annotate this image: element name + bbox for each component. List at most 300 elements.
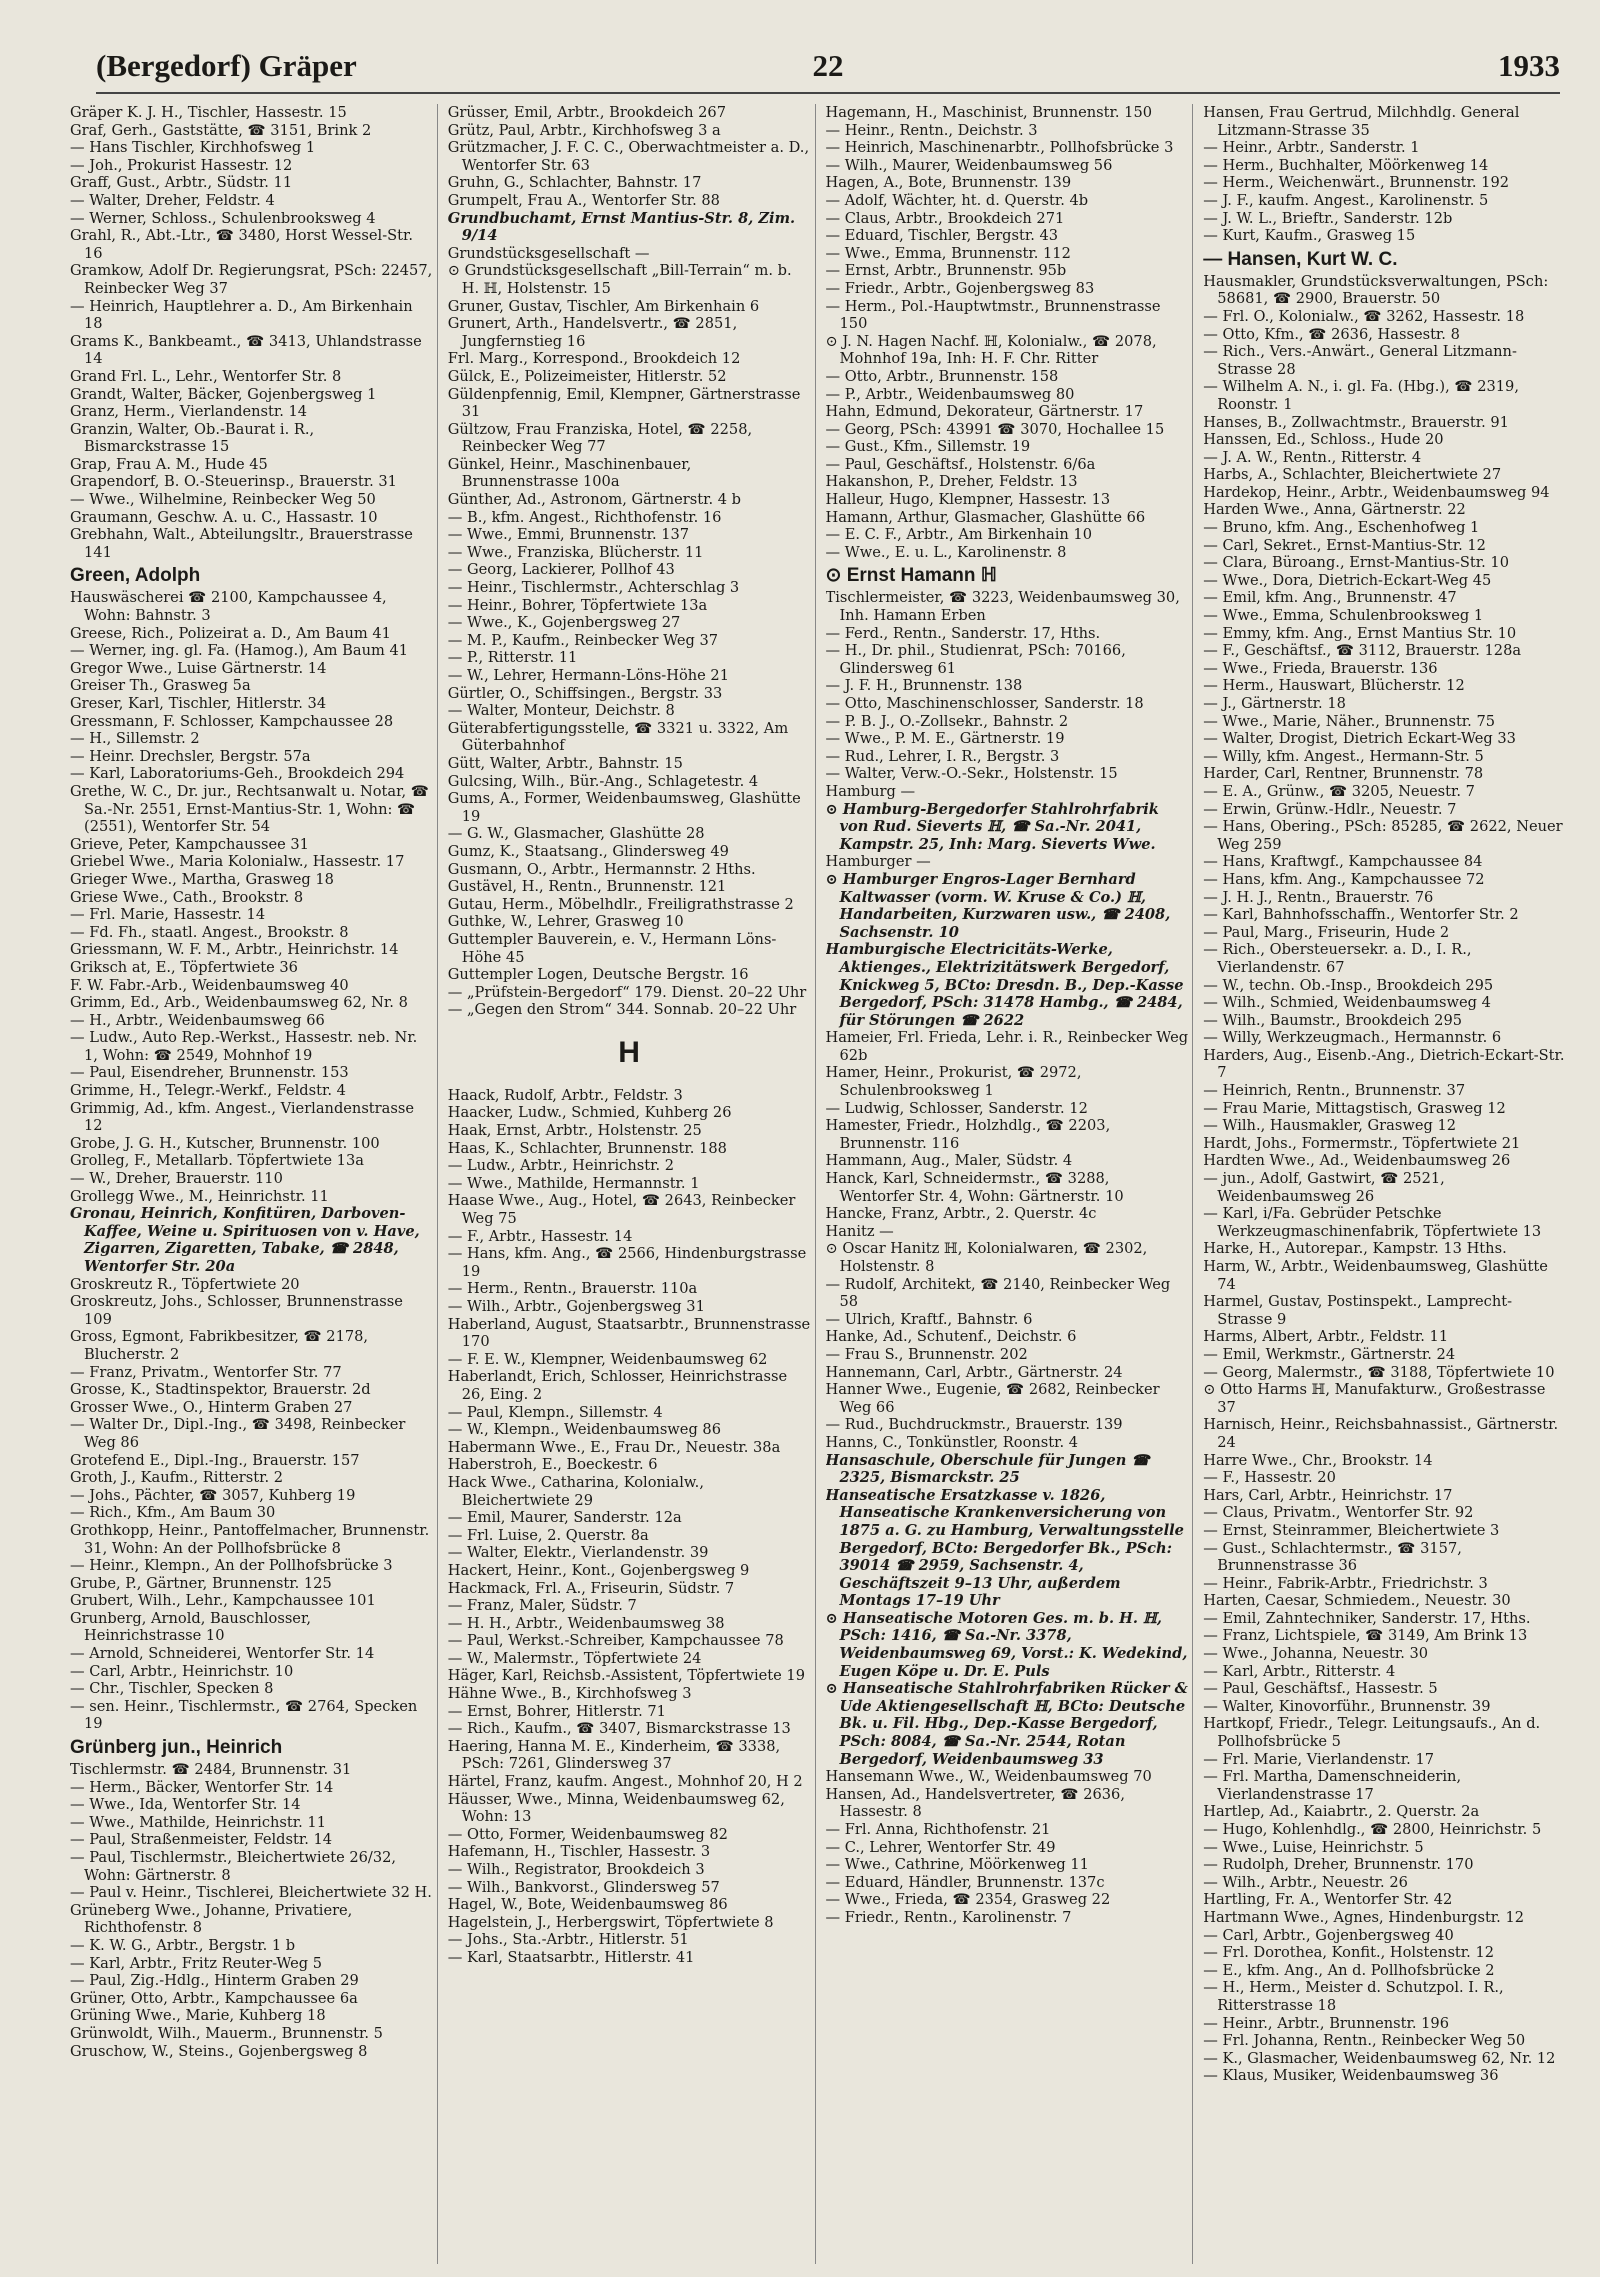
directory-entry: Harmel, Gustav, Postinspekt., Lamprecht-Strasse 9	[1203, 1293, 1513, 1328]
directory-entry: Gruhn, G., Schlachter, Bahnstr. 17	[447, 174, 702, 192]
directory-entry: Haberstroh, E., Boeckestr. 6	[447, 1456, 658, 1474]
directory-entry: ⊙ Grundstücksgesellschaft „Bill-Terrain“ m. b. H. ℍ, Holstenstr. 15	[447, 262, 792, 297]
directory-entry: — Walter, Kinovorführ., Brunnenstr. 39	[1203, 1697, 1491, 1715]
directory-entry: Häger, Karl, Reichsb.-Assistent, Töpfertwiete 19	[447, 1667, 805, 1685]
directory-entry: Hackert, Heinr., Kont., Gojenbergsweg 9	[447, 1561, 750, 1579]
directory-entry: Haak, Ernst, Arbtr., Holstenstr. 25	[447, 1122, 702, 1140]
directory-entry: — J. H. J., Rentn., Brauerstr. 76	[1203, 888, 1434, 906]
directory-entry: — W., Dreher, Brauerstr. 110	[70, 1170, 283, 1188]
directory-entry: — Heinrich, Hauptlehrer a. D., Am Birkenhain 18	[70, 297, 413, 333]
directory-entry: Hack Wwe., Catharina, Kolonialw., Bleichertwiete 29	[447, 1473, 704, 1509]
directory-entry: Gusmann, O., Arbtr., Hermannstr. 2 Hths.	[447, 860, 756, 878]
directory-entry: Harden Wwe., Anna, Gärtnerstr. 22	[1203, 501, 1466, 519]
directory-entry: Hannemann, Carl, Arbtr., Gärtnerstr. 24	[825, 1363, 1123, 1381]
directory-entry: Hansemann Wwe., W., Weidenbaumsweg 70	[825, 1768, 1152, 1786]
directory-entry: Hackmack, Frl. A., Friseurin, Südstr. 7	[447, 1579, 735, 1597]
directory-entry: Grunert, Arth., Handelsvertr., ☎ 2851, Jungfernstieg 16	[447, 315, 738, 350]
directory-entry: Grüsser, Emil, Arbtr., Brookdeich 267	[447, 104, 726, 121]
directory-entry: — Johs., Sta.-Arbtr., Hitlerstr. 51	[447, 1931, 689, 1949]
directory-entry: — Paul, Werkst.-Schreiber, Kampchaussee 78	[447, 1632, 784, 1650]
directory-entry: Gräper K. J. H., Tischler, Hassestr. 15	[70, 104, 347, 121]
directory-entry: — Ernst, Arbtr., Brunnenstr. 95b	[825, 262, 1067, 280]
directory-entry: Grimm, Ed., Arb., Weidenbaumsweg 62, Nr. 8	[70, 994, 408, 1012]
directory-entry: Gramkow, Adolf Dr. Regierungsrat, PSch: 22457, Reinbecker Weg 37	[70, 262, 433, 297]
directory-entry: — Otto, Arbtr., Brunnenstr. 158	[825, 367, 1059, 385]
directory-entry: Griese Wwe., Cath., Brookstr. 8	[70, 888, 304, 906]
column-3	[826, 104, 1194, 2264]
directory-entry: Frl. Marg., Korrespond., Brookdeich 12	[447, 350, 741, 368]
directory-entry: — Wwe., Wilhelmine, Reinbecker Weg 50	[70, 491, 376, 509]
directory-entry: Gressmann, F. Schlosser, Kampchaussee 28	[70, 712, 394, 730]
directory-entry: Guttempler Logen, Deutsche Bergstr. 16	[447, 966, 749, 984]
directory-entry: ⊙ Hamburg-Bergedorfer Stahlrohrfabrik von Rud. Sieverts ℍ, ☎ Sa.-Nr. 2041, Kampstr. 25, Inh: Marg. Sieverts Wwe.	[825, 800, 1159, 853]
directory-entry: — J. A. W., Rentn., Ritterstr. 4	[1203, 448, 1422, 466]
directory-entry: — Wwe., Frieda, ☎ 2354, Grasweg 22	[825, 1891, 1111, 1909]
directory-entry: Harder, Carl, Rentner, Brunnenstr. 78	[1203, 765, 1484, 783]
directory-entry: — Paul, Straßenmeister, Feldstr. 14	[70, 1831, 333, 1849]
directory-entry: Haacker, Ludw., Schmied, Kuhberg 26	[447, 1104, 732, 1122]
directory-entry: — Wwe., Marie, Näher., Brunnenstr. 75	[1203, 712, 1496, 730]
directory-entry: — Eduard, Tischler, Bergstr. 43	[825, 227, 1059, 245]
directory-entry: — Wwe., K., Gojenbergsweg 27	[447, 614, 681, 632]
directory-entry: Hanner Wwe., Eugenie, ☎ 2682, Reinbecker Weg 66	[825, 1381, 1160, 1416]
directory-entry: — Wwe., Cathrine, Möörkenweg 11	[825, 1856, 1089, 1874]
directory-entry: Gültzow, Frau Franziska, Hotel, ☎ 2258, Reinbecker Weg 77	[447, 420, 753, 456]
directory-entry: — C., Lehrer, Wentorfer Str. 49	[825, 1838, 1056, 1856]
column-1	[70, 104, 438, 2264]
directory-entry: — H., Herm., Meister d. Schutzpol. I. R., Ritterstrasse 18	[1203, 1979, 1504, 2014]
directory-entry: Harnisch, Heinr., Reichsbahnassist., Gärtnerstr. 24	[1203, 1416, 1559, 1451]
directory-entry: Haas, K., Schlachter, Brunnenstr. 188	[447, 1139, 727, 1157]
directory-entry: Hakanshon, P., Dreher, Feldstr. 13	[825, 473, 1078, 491]
directory-entry: Greiser Th., Grasweg 5a	[70, 677, 251, 695]
directory-entry: Grube, P., Gärtner, Brunnenstr. 125	[70, 1574, 332, 1592]
directory-entry: Graumann, Geschw. A. u. C., Hassastr. 10	[70, 508, 378, 526]
directory-entry: — Heinr., Fabrik-Arbtr., Friedrichstr. 3	[1203, 1574, 1488, 1592]
directory-entry: Graf, Gerh., Gaststätte, ☎ 3151, Brink 2	[70, 121, 372, 139]
directory-entry: ⊙ Hanseatische Stahlrohrfabriken Rücker & Ude Aktiengesellschaft ℍ, BCto: Deutsche Bk. u. Fil. Hbg., Dep.-Kasse Bergedorf, PSch: 8084, ☎ Sa.-Nr. 2544, Rotan Bergedorf, Weidenbaumsweg 33	[825, 1680, 1188, 1768]
directory-entry: — Ernst, Steinrammer, Bleichertwiete 3	[1203, 1521, 1500, 1539]
directory-entry: — Bruno, kfm. Ang., Eschenhofweg 1	[1203, 519, 1480, 537]
directory-entry: Hanssen, Ed., Schloss., Hude 20	[1203, 431, 1444, 449]
directory-entry: Hanses, B., Zollwachtmstr., Brauerstr. 91	[1203, 413, 1509, 431]
directory-entry: Grapendorf, B. O.-Steuerinsp., Brauerstr. 31	[70, 473, 397, 491]
directory-entry: Guttempler Bauverein, e. V., Hermann Löns-Höhe 45	[447, 930, 777, 966]
directory-entry: Griessmann, W. F. M., Arbtr., Heinrichstr. 14	[70, 941, 399, 959]
directory-entry: — K. W. G., Arbtr., Bergstr. 1 b	[70, 1936, 296, 1954]
directory-entry: — Paul, Eisendreher, Brunnenstr. 153	[70, 1064, 349, 1082]
directory-entry: — Paul, Klempn., Sillemstr. 4	[447, 1403, 663, 1421]
directory-entry: — Wilh., Schmied, Weidenbaumsweg 4	[1203, 994, 1491, 1012]
directory-entry: — P. B. J., O.-Zollsekr., Bahnstr. 2	[825, 712, 1069, 730]
directory-entry: Granz, Herm., Vierlandenstr. 14	[70, 403, 308, 421]
directory-entry: — Wilh., Bankvorst., Glindersweg 57	[447, 1878, 720, 1896]
directory-entry: — Frl. Anna, Richthofenstr. 21	[825, 1821, 1051, 1838]
column-4	[1203, 104, 1570, 2264]
directory-entry: Grahl, R., Abt.-Ltr., ☎ 3480, Horst Wessel-Str. 16	[70, 227, 413, 262]
directory-entry: Hansen, Frau Gertrud, Milchhdlg. General Litzmann-Strasse 35	[1203, 104, 1520, 139]
directory-entry: Grimme, H., Telegr.-Werkf., Feldstr. 4	[70, 1082, 346, 1100]
directory-entry: Hammann, Aug., Maler, Südstr. 4	[825, 1152, 1073, 1170]
directory-entry: Grosser Wwe., O., Hinterm Graben 27	[70, 1398, 353, 1416]
directory-entry: — Heinr., Bohrer, Töpfertwiete 13a	[447, 596, 708, 614]
directory-entry: Hagelstein, J., Herbergswirt, Töpfertwiete 8	[447, 1913, 774, 1931]
directory-entry: — Emil, Werkmstr., Gärtnerstr. 24	[1203, 1345, 1456, 1363]
directory-entry: — Karl, i/Fa. Gebrüder Petschke Werkzeugmaschinenfabrik, Töpfertwiete 13	[1203, 1205, 1542, 1240]
directory-entry: Grandt, Walter, Bäcker, Gojenbergsweg 1	[70, 385, 377, 403]
directory-entry: — Herm., Hauswart, Blücherstr. 12	[1203, 677, 1465, 695]
directory-entry: Hamburger —	[825, 853, 931, 871]
directory-entry: — E., kfm. Ang., An d. Pollhofsbrücke 2	[1203, 1961, 1495, 1979]
directory-entry: — Otto, Former, Weidenbaumsweg 82	[447, 1825, 728, 1843]
directory-entry: Granzin, Walter, Ob.-Baurat i. R., Bismarckstrasse 15	[70, 420, 315, 456]
directory-entry: Hafemann, H., Tischler, Hassestr. 3	[447, 1843, 711, 1861]
directory-entry: Hanseatische Ersatzkasse v. 1826, Hanseatische Krankenversicherung von 1875 a. G. zu Hamburg, Verwaltungsstelle Bergedorf, BCto: Bergedorfer Bk., PSch: 39014 ☎ 2959, Sachsenstr. 4, Geschäftszeit 9–13 Uhr, außerdem Montags 17–19 Uhr	[825, 1486, 1184, 1610]
directory-entry: Grieger Wwe., Martha, Grasweg 18	[70, 870, 334, 888]
directory-entry: Güldenpfennig, Emil, Klempner, Gärtnerstrasse 31	[447, 385, 801, 421]
directory-entry: — Rudolf, Architekt, ☎ 2140, Reinbecker Weg 58	[825, 1275, 1171, 1311]
directory-entry: Grumpelt, Frau A., Wentorfer Str. 88	[447, 191, 720, 209]
directory-entry: — Franz, Maler, Südstr. 7	[447, 1597, 637, 1615]
directory-entry: — jun., Adolf, Gastwirt, ☎ 2521, Weidenbaumsweg 26	[1203, 1170, 1445, 1205]
directory-entry: — Karl, Arbtr., Ritterstr. 4	[1203, 1662, 1396, 1680]
directory-entry: Grieve, Peter, Kampchaussee 31	[70, 835, 309, 853]
directory-entry: — Herm., Bäcker, Wentorfer Str. 14	[70, 1778, 334, 1796]
directory-entry: — E. C. F., Arbtr., Am Birkenhain 10	[825, 526, 1093, 544]
directory-entry: — J., Gärtnerstr. 18	[1203, 695, 1346, 712]
directory-entry: — Rudolph, Dreher, Brunnenstr. 170	[1203, 1856, 1474, 1874]
column-2	[448, 104, 816, 2264]
directory-entry: — Herm., Pol.-Hauptwtmstr., Brunnenstrasse 150	[825, 297, 1161, 333]
directory-entry: Groskreutz R., Töpfertwiete 20	[70, 1275, 300, 1293]
directory-entry: Grundstücksgesellschaft —	[447, 244, 650, 262]
directory-entry: — H., Arbtr., Weidenbaumsweg 66	[70, 1011, 325, 1029]
directory-entry: — Frl. Luise, 2. Querstr. 8a	[447, 1526, 649, 1544]
directory-entry: — Wilh., Arbtr., Neuestr. 26	[1203, 1873, 1408, 1891]
directory-entry: — Walter, Verw.-O.-Sekr., Holstenstr. 15	[825, 765, 1118, 783]
directory-entry: — Georg, Lackierer, Pollhof 43	[447, 561, 675, 579]
directory-entry: — Heinr., Tischlermstr., Achterschlag 3	[447, 579, 740, 597]
directory-entry: Hartling, Fr. A., Wentorfer Str. 42	[1203, 1891, 1453, 1909]
directory-entry: Tischlermstr. ☎ 2484, Brunnenstr. 31	[70, 1761, 352, 1779]
directory-entry: Hancke, Franz, Arbtr., 2. Querstr. 4c	[825, 1205, 1097, 1223]
directory-entry: — Karl, Staatsarbtr., Hitlerstr. 41	[447, 1948, 695, 1966]
directory-entry: — „Prüfstein-Bergedorf“ 179. Dienst. 20–22 Uhr	[447, 983, 807, 1001]
directory-entry: — Carl, Sekret., Ernst-Mantius-Str. 12	[1203, 536, 1486, 554]
directory-entry: Harms, Albert, Arbtr., Feldstr. 11	[1203, 1328, 1449, 1346]
directory-entry: Groskreutz, Johs., Schlosser, Brunnenstrasse 109	[70, 1293, 403, 1328]
directory-entry-heading: ⊙ Ernst Hamann ℍ	[825, 565, 997, 587]
directory-entry: Harten, Caesar, Schmiedem., Neuestr. 30	[1203, 1592, 1511, 1610]
directory-entry: — „Gegen den Strom“ 344. Sonnab. 20–22 Uhr	[447, 1001, 797, 1019]
directory-entry: — K., Glasmacher, Weidenbaumsweg 62, Nr. 12	[1203, 2049, 1556, 2067]
directory-entry: — Karl, Arbtr., Fritz Reuter-Weg 5	[70, 1954, 323, 1972]
directory-entry: — W., Lehrer, Hermann-Löns-Höhe 21	[447, 667, 729, 684]
directory-entry: — Wwe., Emmi, Brunnenstr. 137	[447, 526, 690, 544]
directory-entry: — Wwe., Mathilde, Heinrichstr. 11	[70, 1813, 326, 1831]
directory-entry: — Frl. Marie, Vierlandenstr. 17	[1203, 1750, 1435, 1768]
directory-entry: Gutau, Herm., Möbelhdlr., Freiligrathstrasse 2	[447, 895, 794, 913]
directory-entry: — Hugo, Kohlenhdlg., ☎ 2800, Heinrichstr. 5	[1203, 1821, 1542, 1838]
directory-entry: Hahn, Edmund, Dekorateur, Gärtnerstr. 17	[825, 403, 1144, 421]
directory-entry: Hardekop, Heinr., Arbtr., Weidenbaumsweg 94	[1203, 483, 1550, 501]
directory-entry: — H., Dr. phil., Studienrat, PSch: 70166, Glindersweg 61	[825, 642, 1126, 677]
directory-entry: Grobe, J. G. H., Kutscher, Brunnenstr. 100	[70, 1134, 380, 1152]
directory-entry: — Rich., Vers.-Anwärt., General Litzmann-Strasse 28	[1203, 343, 1517, 378]
directory-entry: Grütz, Paul, Arbtr., Kirchhofsweg 3 a	[447, 121, 721, 139]
directory-entry-heading: Green, Adolph	[70, 565, 201, 587]
directory-entry: Grimmig, Ad., kfm. Angest., Vierlandenstrasse 12	[70, 1099, 414, 1135]
directory-entry: Grundbuchamt, Ernst Mantius-Str. 8, Zim. 9/14	[447, 209, 796, 245]
directory-entry: — Paul, Tischlermstr., Bleichertwiete 26/32, Wohn: Gärtnerstr. 8	[70, 1849, 397, 1884]
directory-entry: Hamburgische Electricitäts-Werke, Aktienges., Elektrizitätswerk Bergedorf, Knickweg 5, BCto: Dresdn. B., Dep.-Kasse Bergedorf, PSch: 31478 Hambg., ☎ 2484, für Störungen ☎ 2622	[825, 941, 1184, 1029]
directory-entry: Hartkopf, Friedr., Telegr. Leitungsaufs., An d. Pollhofsbrücke 5	[1203, 1715, 1541, 1751]
directory-entry: — Wilh., Baumstr., Brookdeich 295	[1203, 1011, 1463, 1029]
directory-entry: Grolleg, F., Metallarb. Töpfertwiete 13a	[70, 1152, 364, 1170]
directory-entry: Hansen, Ad., Handelsvertreter, ☎ 2636, Hassestr. 8	[825, 1785, 1125, 1821]
directory-entry: Harbs, A., Schlachter, Bleichertwiete 27	[1203, 466, 1502, 484]
directory-entry: — Ferd., Rentn., Sanderstr. 17, Hths.	[825, 624, 1101, 642]
directory-entry: — Gust., Schlachtermstr., ☎ 3157, Brunnenstrasse 36	[1203, 1539, 1462, 1575]
directory-entry: — Friedr., Rentn., Karolinenstr. 7	[825, 1908, 1072, 1926]
directory-entry: ⊙ Hanseatische Motoren Ges. m. b. H. ℍ, PSch: 1416, ☎ Sa.-Nr. 3378, Weidenbaumsweg 69, Vorst.: K. Wedekind, Eugen Köpe u. Dr. E. Puls	[825, 1609, 1188, 1680]
directory-entry: — Paul, Zig.-Hdlg., Hinterm Graben 29	[70, 1972, 359, 1990]
directory-entry: Grothkopp, Heinr., Pantoffelmacher, Brunnenstr. 31, Wohn: An der Pollhofsbrücke 8	[70, 1521, 430, 1557]
directory-entry: Hameier, Frl. Frieda, Lehr. i. R., Reinbecker Weg 62b	[825, 1029, 1189, 1064]
directory-entry: — Rich., Kfm., Am Baum 30	[70, 1504, 276, 1522]
directory-entry: — Georg, PSch: 43991 ☎ 3070, Hochallee 15	[825, 420, 1165, 438]
directory-entry: F. W. Fabr.-Arb., Weidenbaumsweg 40	[70, 976, 349, 994]
directory-entry: — Wwe., Luise, Heinrichstr. 5	[1203, 1838, 1424, 1856]
directory-entry: Grünwoldt, Wilh., Mauerm., Brunnenstr. 5	[70, 2024, 383, 2042]
directory-entry: — Herm., Rentn., Brauerstr. 110a	[447, 1280, 698, 1298]
directory-entry: — Karl, Bahnhofsschaffn., Wentorfer Str. 2	[1203, 906, 1519, 924]
directory-entry: Haberlandt, Erich, Schlosser, Heinrichstrasse 26, Eing. 2	[447, 1368, 788, 1403]
directory-entry: — Herm., Weichenwärt., Brunnenstr. 192	[1203, 174, 1510, 192]
directory-entry-heading: — Hansen, Kurt W. C.	[1203, 248, 1398, 270]
directory-entry: Grützmacher, J. F. C. C., Oberwachtmeister a. D., Wentorfer Str. 63	[447, 139, 810, 174]
directory-entry: Hanitz —	[825, 1222, 894, 1240]
directory-entry: ⊙ Oscar Hanitz ℍ, Kolonialwaren, ☎ 2302, Holstenstr. 8	[825, 1240, 1148, 1275]
directory-entry: — Friedr., Arbtr., Gojenbergsweg 83	[825, 279, 1095, 297]
directory-entry: Härtel, Franz, kaufm. Angest., Mohnhof 20, H 2	[447, 1773, 803, 1791]
directory-entry: — Emmy, kfm. Ang., Ernst Mantius Str. 10	[1203, 624, 1517, 642]
directory-entry: Hartlep, Ad., Kaiabrtr., 2. Querstr. 2a	[1203, 1803, 1480, 1821]
directory-entry: — Walter, Drogist, Dietrich Eckart-Weg 33	[1203, 730, 1516, 748]
directory-entry: — Carl, Arbtr., Heinrichstr. 10	[70, 1662, 294, 1680]
directory-entry: Griebel Wwe., Maria Kolonialw., Hassestr. 17	[70, 853, 405, 871]
directory-entry: — Ludwig, Schlosser, Sanderstr. 12	[825, 1099, 1088, 1117]
header-year: 1933	[1498, 48, 1560, 83]
directory-entry: — Werner, Schloss., Schulenbrooksweg 4	[70, 209, 376, 227]
directory-entry: Gülck, E., Polizeimeister, Hitlerstr. 52	[447, 367, 727, 385]
directory-columns	[70, 104, 1570, 2264]
directory-entry: Haberland, August, Staatsarbtr., Brunnenstrasse 170	[447, 1315, 811, 1351]
directory-entry: Groth, J., Kaufm., Ritterstr. 2	[70, 1469, 284, 1487]
directory-entry: — Otto, Kfm., ☎ 2636, Hassestr. 8	[1203, 325, 1460, 343]
directory-entry: — Claus, Privatm., Wentorfer Str. 92	[1203, 1504, 1474, 1522]
directory-entry: — W., techn. Ob.-Insp., Brookdeich 295	[1203, 976, 1494, 994]
directory-entry: Harders, Aug., Eisenb.-Ang., Dietrich-Eckart-Str. 7	[1203, 1046, 1565, 1082]
directory-entry: — Frl. Johanna, Rentn., Reinbecker Weg 50	[1203, 2032, 1526, 2050]
directory-entry: Hamer, Heinr., Prokurist, ☎ 2972, Schulenbrooksweg 1	[825, 1064, 1082, 1100]
directory-entry: — Klaus, Musiker, Weidenbaumsweg 36	[1203, 2067, 1499, 2085]
directory-entry: Grollegg Wwe., M., Heinrichstr. 11	[70, 1187, 329, 1205]
directory-entry: — Heinr. Drechsler, Bergstr. 57a	[70, 747, 311, 765]
directory-entry: — Hans, kfm. Ang., ☎ 2566, Hindenburgstrasse 19	[447, 1245, 807, 1280]
directory-entry: Grotefend E., Dipl.-Ing., Brauerstr. 157	[70, 1451, 360, 1469]
directory-entry: Hanck, Karl, Schneidermstr., ☎ 3288, Wentorfer Str. 4, Wohn: Gärtnerstr. 10	[825, 1170, 1124, 1205]
directory-entry: — Walter, Monteur, Deichstr. 8	[447, 702, 675, 720]
directory-entry: — Walter Dr., Dipl.-Ing., ☎ 3498, Reinbecker Weg 86	[70, 1416, 406, 1451]
directory-entry: — Wwe., Johanna, Neuestr. 30	[1203, 1645, 1429, 1663]
directory-entry: Hagen, A., Bote, Brunnenstr. 139	[825, 174, 1072, 192]
directory-entry: — Wilh., Hausmakler, Grasweg 12	[1203, 1117, 1457, 1135]
directory-entry: Haase Wwe., Aug., Hotel, ☎ 2643, Reinbecker Weg 75	[447, 1192, 796, 1228]
directory-entry: Gross, Egmont, Fabrikbesitzer, ☎ 2178, Blucherstr. 2	[70, 1328, 369, 1363]
directory-entry: Günkel, Heinr., Maschinenbauer, Brunnenstrasse 100a	[447, 455, 692, 491]
directory-entry: — Chr., Tischler, Specken 8	[70, 1680, 274, 1698]
directory-entry: Gruschow, W., Steins., Gojenbergsweg 8	[70, 2042, 368, 2060]
directory-entry: Hartmann Wwe., Agnes, Hindenburgstr. 12	[1203, 1908, 1525, 1926]
directory-entry: — Karl, Laboratoriums-Geh., Brookdeich 294	[70, 765, 405, 783]
directory-entry: Harke, H., Autorepar., Kampstr. 13 Hths.	[1203, 1240, 1507, 1258]
directory-entry: Halleur, Hugo, Klempner, Hassestr. 13	[825, 491, 1111, 509]
directory-entry: Güterabfertigungsstelle, ☎ 3321 u. 3322, Am Güterbahnhof	[447, 719, 789, 755]
directory-entry: Hanns, C., Tonkünstler, Roonstr. 4	[825, 1433, 1079, 1451]
directory-entry: — Kurt, Kaufm., Grasweg 15	[1203, 227, 1416, 245]
directory-entry: — Joh., Prokurist Hassestr. 12	[70, 156, 293, 174]
directory-entry: — J. F., kaufm. Angest., Karolinenstr. 5	[1203, 191, 1489, 209]
directory-entry: — Wwe., Franziska, Blücherstr. 11	[447, 543, 704, 561]
directory-entry: — F., Hassestr. 20	[1203, 1469, 1336, 1487]
directory-entry: Hausmakler, Grundstücksverwaltungen, PSch: 58681, ☎ 2900, Brauerstr. 50	[1203, 272, 1549, 308]
directory-entry: Haering, Hanna M. E., Kinderheim, ☎ 3338, PSch: 7261, Glindersweg 37	[447, 1737, 781, 1773]
directory-entry: Grosse, K., Stadtinspektor, Brauerstr. 2d	[70, 1381, 371, 1399]
directory-entry: — Franz, Privatm., Wentorfer Str. 77	[70, 1363, 342, 1381]
directory-entry: Gütt, Walter, Arbtr., Bahnstr. 15	[447, 754, 683, 772]
directory-entry: — Herm., Buchhalter, Möörkenweg 14	[1203, 156, 1489, 174]
directory-entry: ⊙ Otto Harms ℍ, Manufakturw., Großestrasse 37	[1203, 1381, 1546, 1416]
directory-entry: — Franz, Lichtspiele, ☎ 3149, Am Brink 13	[1203, 1627, 1528, 1645]
directory-entry: — F., Arbtr., Hassestr. 14	[447, 1227, 633, 1245]
directory-entry: Grüner, Otto, Arbtr., Kampchaussee 6a	[70, 1989, 358, 2007]
directory-entry: — Wilh., Maurer, Weidenbaumsweg 56	[825, 156, 1113, 174]
directory-entry-heading: Grünberg jun., Heinrich	[70, 1737, 283, 1759]
directory-entry: — Wwe., P. M. E., Gärtnerstr. 19	[825, 730, 1065, 748]
directory-entry: — Claus, Arbtr., Brookdeich 271	[825, 209, 1065, 227]
directory-entry: — Wilh., Registrator, Brookdeich 3	[447, 1861, 705, 1878]
directory-entry: Griksch at, E., Töpfertwiete 36	[70, 958, 298, 976]
directory-entry: — W., Klempn., Weidenbaumsweg 86	[447, 1421, 721, 1439]
directory-entry: — Paul, Geschäftsf., Hassestr. 5	[1203, 1680, 1438, 1698]
directory-entry: — J. W. L., Brieftr., Sanderstr. 12b	[1203, 209, 1453, 227]
directory-entry: Hamann, Arthur, Glasmacher, Glashütte 66	[825, 508, 1146, 526]
directory-entry: — Eduard, Händler, Brunnenstr. 137c	[825, 1873, 1105, 1891]
directory-entry: — J. F. H., Brunnenstr. 138	[825, 677, 1023, 695]
directory-entry: Hamburg —	[825, 782, 916, 800]
directory-entry: Grüneberg Wwe., Johanne, Privatiere, Richthofenstr. 8	[70, 1901, 353, 1937]
directory-entry: Hanke, Ad., Schutenf., Deichstr. 6	[825, 1328, 1077, 1346]
directory-entry: — Paul, Marg., Friseurin, Hude 2	[1203, 923, 1450, 941]
directory-entry: — Ernst, Bohrer, Hitlerstr. 71	[447, 1702, 666, 1720]
directory-entry: — P., Arbtr., Weidenbaumsweg 80	[825, 385, 1075, 403]
directory-entry: Greser, Karl, Tischler, Hitlerstr. 34	[70, 695, 327, 712]
directory-entry: — Frl. Martha, Damenschneiderin, Vierlandenstrasse 17	[1203, 1768, 1462, 1803]
directory-entry: — Wwe., Ida, Wentorfer Str. 14	[70, 1796, 301, 1814]
directory-entry: — Heinr., Arbtr., Sanderstr. 1	[1203, 139, 1420, 157]
directory-entry: — Rich., Obersteuersekr. a. D., I. R., Vierlandenstr. 67	[1203, 941, 1472, 976]
directory-entry: Harre Wwe., Chr., Brookstr. 14	[1203, 1451, 1433, 1469]
directory-entry: Hardt, Johs., Formermstr., Töpfertwiete 21	[1203, 1134, 1521, 1152]
directory-entry: — Willy, kfm. Angest., Hermann-Str. 5	[1203, 747, 1484, 765]
directory-entry: — H. H., Arbtr., Weidenbaumsweg 38	[447, 1614, 725, 1632]
directory-entry: — Heinr., Klempn., An der Pollhofsbrücke 3	[70, 1557, 393, 1575]
directory-entry: — Ulrich, Kraftf., Bahnstr. 6	[825, 1310, 1033, 1328]
directory-entry: Gulcsing, Wilh., Bür.-Ang., Schlagetestr. 4	[447, 772, 759, 790]
directory-entry: Hamester, Friedr., Holzhdlg., ☎ 2203, Brunnenstr. 116	[825, 1117, 1111, 1152]
header-left-title: (Bergedorf) Gräper	[96, 48, 357, 83]
directory-entry: — Walter, Dreher, Feldstr. 4	[70, 191, 275, 209]
directory-entry: Hars, Carl, Arbtr., Heinrichstr. 17	[1203, 1486, 1453, 1504]
directory-entry: — Wwe., Emma, Brunnenstr. 112	[825, 244, 1071, 262]
directory-entry: — Wwe., Mathilde, Hermannstr. 1	[447, 1174, 700, 1192]
directory-entry: — Gust., Kfm., Sillemstr. 19	[825, 438, 1031, 456]
directory-entry: Grebhahn, Walt., Abteilungsltr., Brauerstrasse 141	[70, 526, 413, 561]
directory-entry: Günther, Ad., Astronom, Gärtnerstr. 4 b	[447, 491, 741, 509]
directory-entry: — Frau Marie, Mittagstisch, Grasweg 12	[1203, 1099, 1506, 1117]
directory-entry: — Walter, Elektr., Vierlandenstr. 39	[447, 1544, 709, 1562]
directory-entry: — Werner, ing. gl. Fa. (Hamog.), Am Baum 41	[70, 642, 409, 660]
directory-entry: Hansaschule, Oberschule für Jungen ☎ 2325, Bismarckstr. 25	[825, 1451, 1150, 1487]
directory-entry: — Hans Tischler, Kirchhofsweg 1	[70, 139, 316, 157]
directory-entry: — Heinrich, Maschinenarbtr., Pollhofsbrücke 3	[825, 139, 1174, 157]
directory-entry: — Paul, Geschäftsf., Holstenstr. 6/6a	[825, 455, 1096, 473]
directory-entry: — Frl. Dorothea, Konfit., Holstenstr. 12	[1203, 1944, 1495, 1962]
directory-entry: Hauswäscherei ☎ 2100, Kampchaussee 4, Wohn: Bahnstr. 3	[70, 589, 387, 625]
directory-entry: Grunberg, Arnold, Bauschlosser, Heinrichstrasse 10	[70, 1609, 311, 1645]
directory-entry: — Erwin, Grünw.-Hdlr., Neuestr. 7	[1203, 800, 1457, 818]
directory-entry: — Heinrich, Rentn., Brunnenstr. 37	[1203, 1082, 1466, 1100]
directory-entry: — M. P., Kaufm., Reinbecker Weg 37	[447, 631, 719, 649]
directory-entry: Tischlermeister, ☎ 3223, Weidenbaumsweg 30, Inh. Hamann Erben	[825, 589, 1180, 625]
directory-entry: — Carl, Arbtr., Gojenbergsweg 40	[1203, 1926, 1454, 1944]
directory-entry: Guthke, W., Lehrer, Grasweg 10	[447, 913, 684, 931]
directory-entry: Grubert, Wilh., Lehr., Kampchaussee 101	[70, 1592, 376, 1610]
directory-entry: — Wilh., Arbtr., Gojenbergsweg 31	[447, 1298, 705, 1315]
directory-entry: — F., Geschäftsf., ☎ 3112, Brauerstr. 128a	[1203, 642, 1522, 660]
directory-entry: — Hans, kfm. Ang., Kampchaussee 72	[1203, 870, 1485, 888]
directory-entry: Greese, Rich., Polizeirat a. D., Am Baum 41	[70, 624, 391, 642]
directory-entry: Gums, A., Former, Weidenbaumsweg, Glashütte 19	[447, 790, 801, 825]
directory-entry: — Frau S., Brunnenstr. 202	[825, 1345, 1028, 1363]
directory-entry: Gumz, K., Staatsang., Glindersweg 49	[447, 842, 729, 860]
page-number: 22	[812, 48, 844, 83]
directory-entry: — Paul v. Heinr., Tischlerei, Bleichertwiete 32 H.	[70, 1884, 432, 1902]
directory-entry: Harm, W., Arbtr., Weidenbaumsweg, Glashütte 74	[1203, 1258, 1548, 1293]
directory-entry: — Fd. Fh., staatl. Angest., Brookstr. 8	[70, 923, 349, 941]
directory-entry: — Heinr., Rentn., Deichstr. 3	[825, 121, 1038, 139]
directory-entry: Häusser, Wwe., Minna, Weidenbaumsweg 62, Wohn: 13	[447, 1790, 785, 1826]
directory-entry: Grethe, W. C., Dr. jur., Rechtsanwalt u. Notar, ☎ Sa.-Nr. 2551, Ernst-Mantius-Str. 1, Wohn: ☎ (2551), Wentorfer Str. 54	[70, 782, 429, 836]
directory-entry: Habermann Wwe., E., Frau Dr., Neuestr. 38a	[447, 1438, 781, 1456]
directory-entry: — Emil, kfm. Ang., Brunnenstr. 47	[1203, 589, 1457, 607]
directory-entry: — Frl. Marie, Hassestr. 14	[70, 906, 266, 924]
directory-entry: — Otto, Maschinenschlosser, Sanderstr. 18	[825, 695, 1144, 712]
directory-entry: — Frl. O., Kolonialw., ☎ 3262, Hassestr. 18	[1203, 307, 1525, 325]
directory-entry: — Rich., Kaufm., ☎ 3407, Bismarckstrasse 13	[447, 1720, 791, 1738]
directory-entry: Hähne Wwe., B., Kirchhofsweg 3	[447, 1685, 692, 1703]
